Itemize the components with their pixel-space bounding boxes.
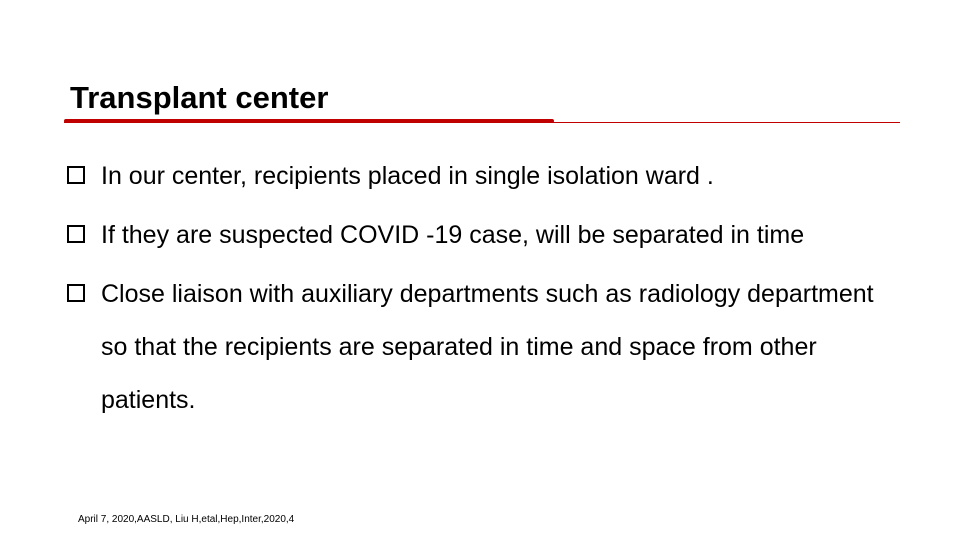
citation-footer: April 7, 2020,AASLD, Liu H,etal,Hep,Inter,2020,4 xyxy=(78,514,295,525)
bullet-text: Close liaison with auxiliary departments such as radiology department so that the recipients are separated in time and space from other patients. xyxy=(101,280,874,414)
square-bullet-icon xyxy=(67,166,85,184)
title-underline-accent xyxy=(64,119,554,123)
bullet-text: In our center, recipients placed in single isolation ward . xyxy=(101,162,714,190)
bullet-text: If they are suspected COVID -19 case, will be separated in time xyxy=(101,221,805,249)
square-bullet-icon xyxy=(67,225,85,243)
square-bullet-icon xyxy=(67,284,85,302)
slide-title: Transplant center xyxy=(70,80,329,115)
bullet-item xyxy=(66,209,896,262)
bullet-list xyxy=(66,150,896,433)
bullet-item xyxy=(66,150,896,203)
bullet-item xyxy=(66,268,896,427)
